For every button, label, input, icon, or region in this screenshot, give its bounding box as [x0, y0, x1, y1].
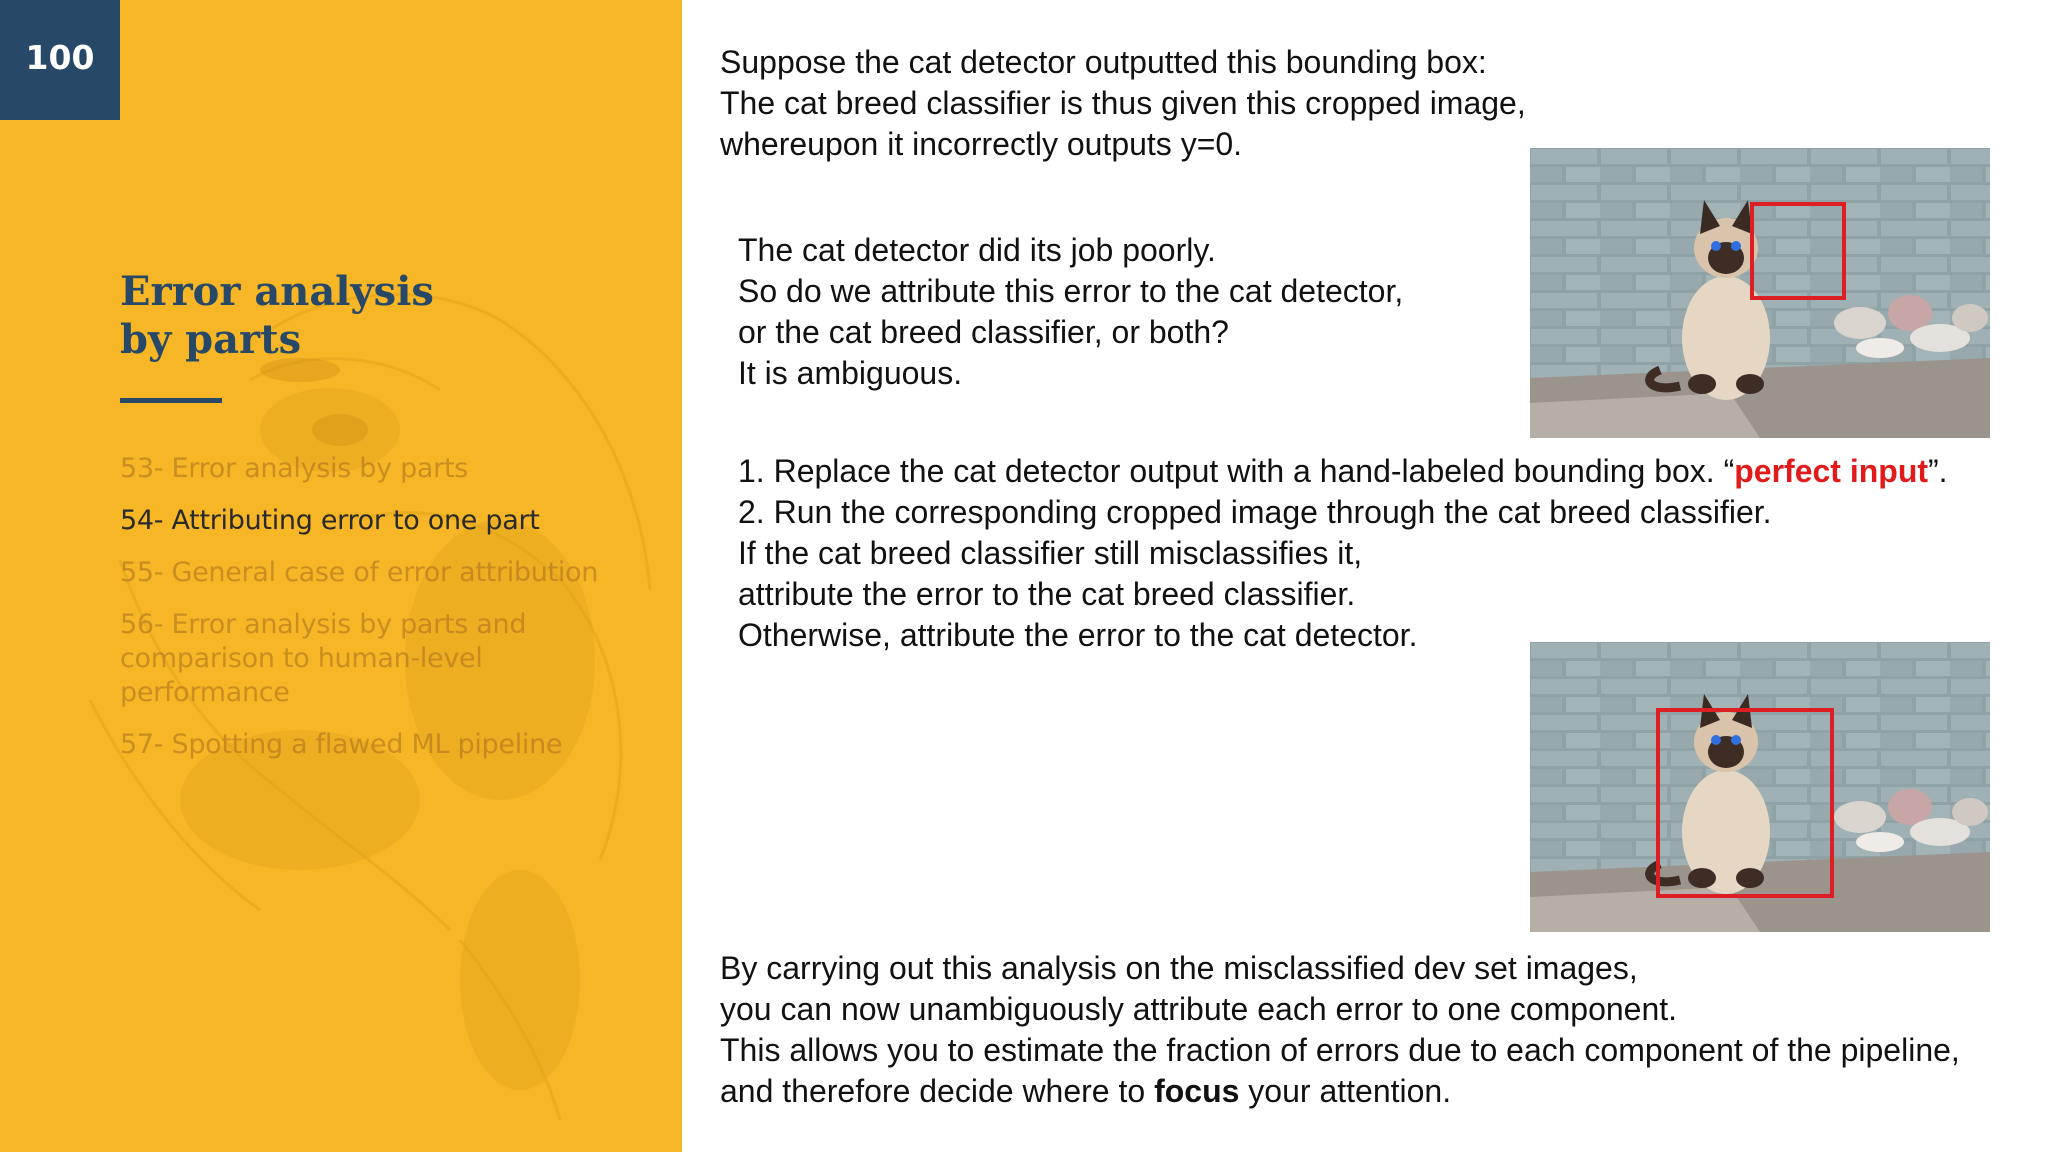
conclusion-text [720, 948, 1960, 1112]
step-1 [738, 451, 1948, 492]
conclusion-prefix: and therefore decide where to [720, 1073, 1155, 1109]
toc-item-current[interactable]: 54- Attributing error to one part [120, 505, 540, 536]
steps-line: If the cat breed classifier still misclassifies it, [738, 535, 1363, 571]
ambiguity-line: It is ambiguous. [738, 355, 963, 391]
step-1-suffix: ”. [1928, 453, 1948, 489]
toc-item[interactable]: 56- Error analysis by parts and comparison to human-level performance [120, 609, 527, 708]
perfect-input-highlight: perfect input [1734, 453, 1929, 489]
steps-line: Otherwise, attribute the error to the cat detector. [738, 617, 1418, 653]
section-title-line2: by parts [120, 316, 302, 363]
conclusion-line: you can now unambiguously attribute each error to one component. [720, 991, 1678, 1027]
toc-item[interactable]: 55- General case of error attribution [120, 557, 599, 588]
title-underline [120, 398, 222, 403]
section-title-line1: Error analysis [120, 268, 434, 315]
step-1-prefix: 1. Replace the cat detector output with a hand-labeled bounding box. “ [738, 453, 1735, 489]
conclusion-suffix: your attention. [1239, 1073, 1452, 1109]
section-title [120, 268, 434, 364]
step-2: 2. Run the corresponding cropped image through the cat breed classifier. [738, 494, 1772, 530]
page-number-badge [0, 0, 120, 120]
ambiguity-text [738, 230, 1403, 394]
left-panel [0, 0, 682, 1152]
steps-text [738, 451, 1948, 656]
focus-emphasis: focus [1154, 1073, 1240, 1109]
intro-line: Suppose the cat detector outputted this bounding box: [720, 44, 1487, 80]
conclusion-line: By carrying out this analysis on the misclassified dev set images, [720, 950, 1638, 986]
conclusion-line [720, 1071, 1960, 1112]
cat-image-poor-bbox [1530, 148, 1990, 438]
steps-line: attribute the error to the cat breed classifier. [738, 576, 1356, 612]
intro-line: whereupon it incorrectly outputs y=0. [720, 126, 1243, 162]
ambiguity-line: The cat detector did its job poorly. [738, 232, 1216, 268]
toc-item[interactable]: 53- Error analysis by parts [120, 453, 469, 484]
ambiguity-line: So do we attribute this error to the cat detector, [738, 273, 1404, 309]
page-number: 100 [25, 37, 95, 77]
intro-text [720, 42, 1526, 165]
toc-item[interactable]: 57- Spotting a flawed ML pipeline [120, 729, 563, 760]
intro-line: The cat breed classifier is thus given this cropped image, [720, 85, 1526, 121]
ambiguity-line: or the cat breed classifier, or both? [738, 314, 1229, 350]
cat-image-perfect-bbox [1530, 642, 1990, 932]
table-of-contents [120, 452, 620, 780]
conclusion-line: This allows you to estimate the fraction of errors due to each component of the pipeline, [720, 1032, 1960, 1068]
